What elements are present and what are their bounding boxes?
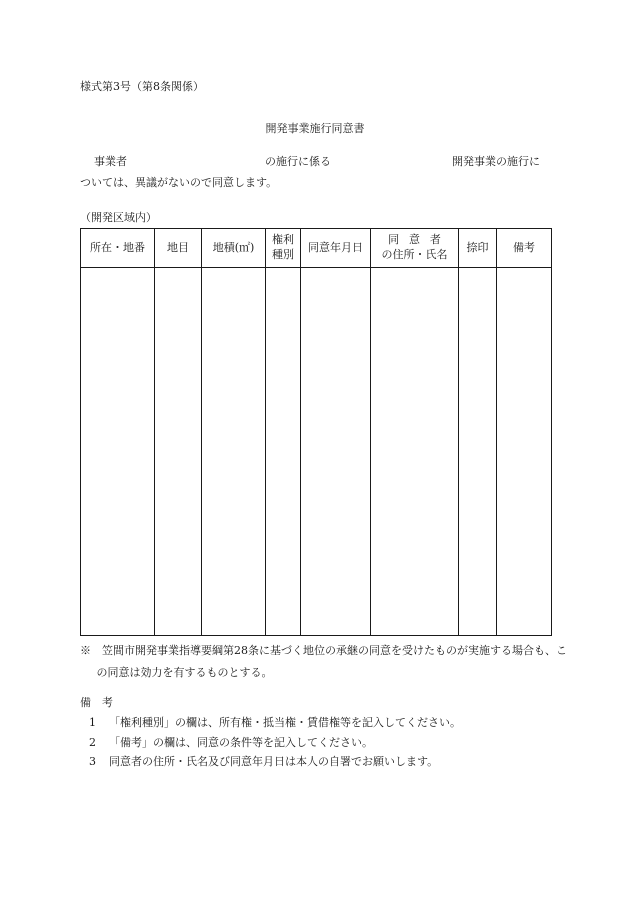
form-number-label: 様式第3号（第8条関係） <box>80 80 204 93</box>
cell-consenter[interactable] <box>371 268 459 636</box>
document-title: 開発事業施行同意書 <box>265 122 365 135</box>
body-text-related: の施行に係る <box>265 155 331 168</box>
table-row <box>81 268 552 636</box>
header-area: 地積(㎡) <box>202 229 266 268</box>
remark-item <box>89 736 373 749</box>
note-mark: ※ <box>80 644 91 657</box>
header-right-type: 権利 種別 <box>266 229 301 268</box>
remarks-heading: 備 考 <box>80 696 113 709</box>
body-text-operator: 事業者 <box>94 155 127 168</box>
table-header-row <box>81 229 552 268</box>
cell-consent-date[interactable] <box>301 268 371 636</box>
remark-item <box>89 716 461 729</box>
remark-text: 「権利種別」の欄は、所有権・抵当権・賃借権等を記入してください。 <box>109 716 461 729</box>
cell-location[interactable] <box>81 268 155 636</box>
remark-text: 「備考」の欄は、同意の条件等を記入してください。 <box>109 736 373 749</box>
footnote <box>80 640 577 684</box>
remark-item <box>89 755 438 768</box>
header-remarks: 備考 <box>497 229 552 268</box>
cell-remarks[interactable] <box>497 268 552 636</box>
header-location: 所在・地番 <box>81 229 155 268</box>
header-consenter: 同意者 の住所・氏名 <box>371 229 459 268</box>
cell-area[interactable] <box>202 268 266 636</box>
cell-seal[interactable] <box>459 268 497 636</box>
remark-number: 1 <box>89 716 96 729</box>
body-text-project: 開発事業の施行に <box>452 155 540 168</box>
remark-text: 同意者の住所・氏名及び同意年月日は本人の自署でお願いします。 <box>109 755 439 768</box>
body-text-consent: ついては、異議がないので同意します。 <box>80 176 278 189</box>
remark-number: 2 <box>89 736 96 749</box>
consent-table <box>80 228 552 636</box>
note-text: 笠間市開発事業指導要綱第28条に基づく地位の承継の同意を受けたものが実施する場合も、この同意は効力を有するものとする。 <box>96 644 567 679</box>
header-land-category: 地目 <box>155 229 202 268</box>
remark-number: 3 <box>89 755 96 768</box>
cell-land-category[interactable] <box>155 268 202 636</box>
area-label: （開発区域内） <box>80 211 157 224</box>
header-seal: 捺印 <box>459 229 497 268</box>
cell-right-type[interactable] <box>266 268 301 636</box>
header-consent-date: 同意年月日 <box>301 229 371 268</box>
